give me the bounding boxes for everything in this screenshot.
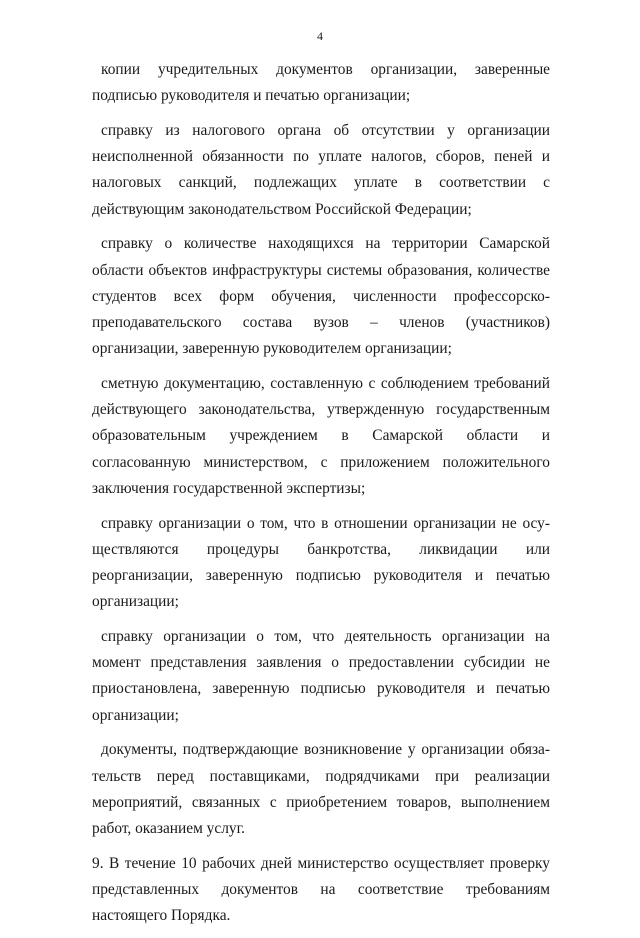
- paragraph-estimate-documentation: сметную документацию, составленную с соблюдением требований действующего законодательства, утвержденную государственным образовательным учреждением в Самарской области и согласованную министерством, с приложением положительного заключения государственной экспертизы;: [92, 375, 550, 497]
- paragraph-tax-certificate: справку из налогового органа об отсутствии у организации неисполненной обязанности по уплате налогов, сборов, пеней и налоговых санкций, подлежащих уплате в соответствии с действующим законодательством Российской Федерации;: [92, 122, 550, 218]
- paragraph-obligation-documents: документы, подтверждающие возникновение у организации обязательств перед поставщиками, подрядчиками при реализации мероприятий, связанных с приобретением товаров, выполнением работ, оказанием услуг.: [92, 741, 550, 838]
- paragraph-infrastructure-certificate: справку о количестве находящихся на территории Самарской области объектов инфраструктуры системы образования, количестве студентов всех форм обучения, численности профессорско-преподавательского состава вузов – членов (участников) организации, заверенную руководителем организации;: [92, 235, 550, 358]
- paragraph-item-9: 9. В течение 10 рабочих дней министерство осуществляет проверку представленных документов на соответствие требованиям настоящего Порядка.: [92, 854, 550, 925]
- page-number: 4: [317, 29, 323, 43]
- paragraph-founding-documents: копии учредительных документов организации, заверенные подписью руководителя и печатью организации;: [92, 61, 550, 105]
- paragraph-bankruptcy-certificate: справку организации о том, что в отношении организации не осуществляются процедуры банкротства, ликвидации или реорганизации, заверенную подписью руководителя и печатью организации;: [92, 514, 550, 611]
- paragraph-activity-certificate: справку организации о том, что деятельность организации на момент представления заявления о предоставлении субсидии не приостановлена, заверенную подписью руководителя и печатью организации;: [92, 628, 550, 724]
- document-body: [92, 57, 550, 938]
